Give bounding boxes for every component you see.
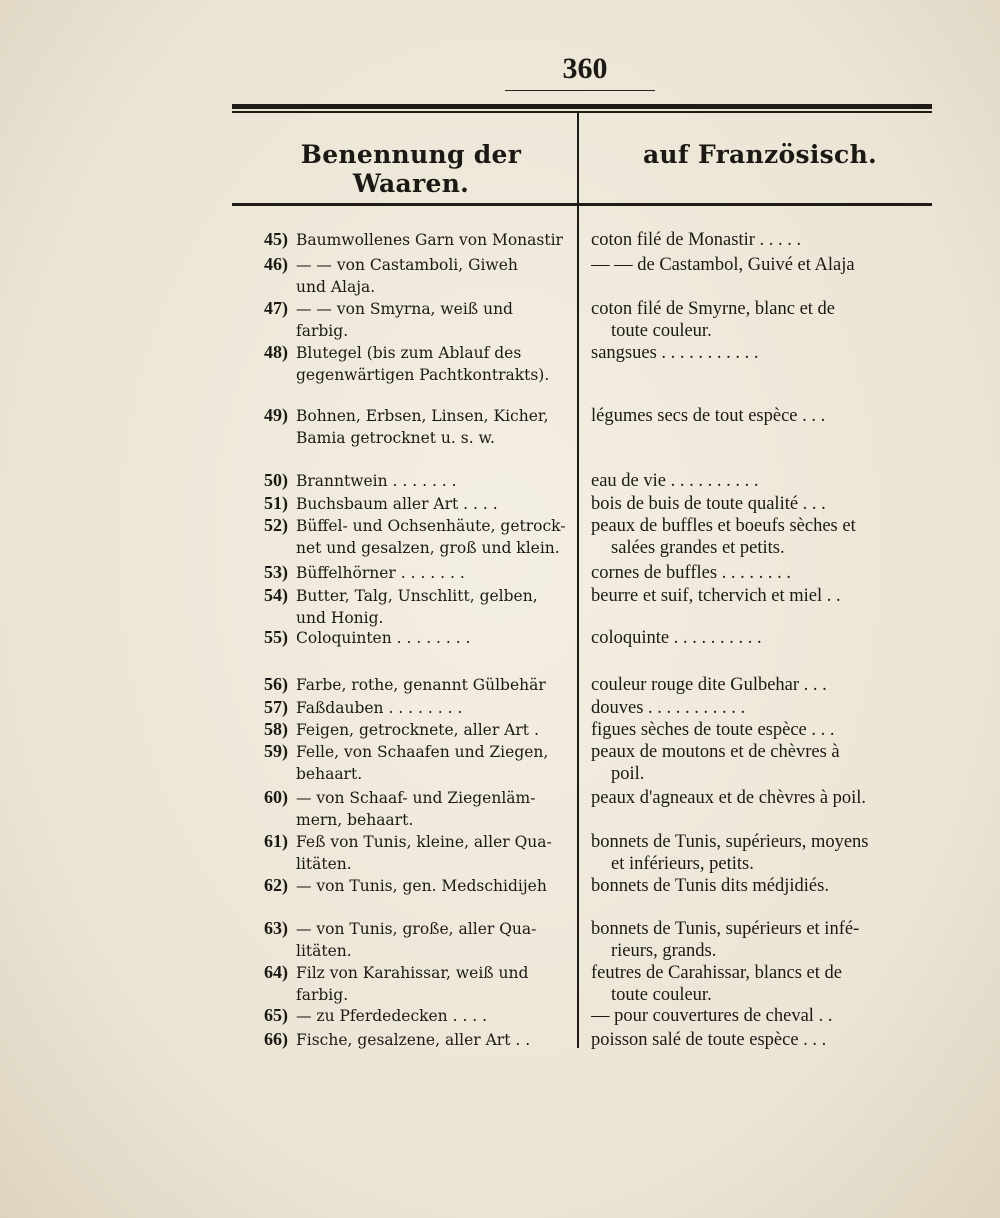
german-name [296, 470, 609, 492]
german-name-line: — zu Pferdedecken . . . . [296, 1007, 488, 1025]
french-name [591, 515, 936, 559]
entry-number: 61) [264, 831, 288, 851]
german-name-line: Feß von Tunis, kleine, aller Qua- [296, 833, 552, 851]
french-name-line: sangsues . . . . . . . . . . . [591, 343, 759, 363]
header-rule [232, 203, 932, 206]
german-name [296, 342, 609, 386]
german-name-line: Coloquinten . . . . . . . . [296, 629, 471, 647]
table-row [232, 831, 932, 874]
german-name-line: und Honig. [296, 609, 384, 627]
entry-number: 57) [264, 697, 288, 717]
french-name-line: figues sèches de toute espèce . . . [591, 720, 835, 740]
german-name [296, 515, 609, 559]
entry-number: 46) [264, 254, 288, 274]
german-name [296, 229, 609, 251]
german-name-line: Feigen, getrocknete, aller Art . [296, 721, 539, 739]
entry-number: 47) [264, 298, 288, 318]
entry-number: 62) [264, 875, 288, 895]
french-name [591, 585, 936, 607]
entry-number: 63) [264, 918, 288, 938]
german-name [296, 627, 609, 649]
french-name [591, 962, 936, 1006]
french-name [591, 1005, 936, 1027]
german-name-line: — von Schaaf- und Ziegenläm- [296, 789, 536, 807]
french-name [591, 697, 936, 719]
top-rule-thick [232, 104, 932, 109]
entry-number: 45) [264, 229, 288, 249]
german-name-line: Farbe, rothe, genannt Gülbehär [296, 676, 546, 694]
french-name-line: peaux de moutons et de chèvres à [591, 742, 840, 762]
french-name [591, 719, 936, 741]
german-name-line: und Alaja. [296, 278, 376, 296]
french-name-line: couleur rouge dite Gulbehar . . . [591, 675, 827, 695]
entry-number: 48) [264, 342, 288, 362]
german-name [296, 493, 609, 515]
column-header-german: Benennung der Waaren. [300, 140, 522, 198]
french-name-line: salées grandes et petits. [611, 538, 785, 558]
french-name-line: et inférieurs, petits. [611, 854, 754, 874]
french-name-line: eau de vie . . . . . . . . . . [591, 471, 759, 491]
french-name-line: douves . . . . . . . . . . . [591, 698, 746, 718]
german-name [296, 405, 609, 449]
french-name [591, 918, 936, 962]
french-name-line: bonnets de Tunis, supérieurs et infé- [591, 919, 860, 939]
table-row [232, 627, 932, 647]
column-header-french: auf Französisch. [642, 140, 878, 169]
german-name-line: Branntwein . . . . . . . [296, 472, 457, 490]
german-name [296, 719, 609, 741]
table-row [232, 918, 932, 961]
entry-number: 64) [264, 962, 288, 982]
table-row [232, 562, 932, 582]
german-name [296, 875, 609, 897]
entry-number: 59) [264, 741, 288, 761]
german-name-line: Faßdauben . . . . . . . . [296, 699, 463, 717]
german-name-line: farbig. [296, 986, 349, 1004]
french-name-line: poil. [611, 764, 645, 784]
table-row [232, 254, 932, 296]
french-name [591, 741, 936, 785]
table-row [232, 298, 932, 341]
german-name [296, 697, 609, 719]
page-number-rule [505, 90, 655, 91]
german-name-line: Butter, Talg, Unschlitt, gelben, [296, 587, 538, 605]
german-name [296, 787, 609, 831]
table-row [232, 515, 932, 558]
french-name-line: beurre et suif, tchervich et miel . . [591, 586, 841, 606]
entry-number: 65) [264, 1005, 288, 1025]
french-name-line: coton filé de Smyrne, blanc et de [591, 299, 836, 319]
french-name-line: peaux d'agneaux et de chèvres à poil. [591, 788, 867, 808]
french-name [591, 831, 936, 875]
entry-number: 54) [264, 585, 288, 605]
table-row [232, 470, 932, 490]
french-name-line: cornes de buffles . . . . . . . . [591, 563, 792, 583]
french-name [591, 229, 936, 251]
german-name [296, 962, 609, 1006]
german-name-line: litäten. [296, 942, 352, 960]
table-row [232, 875, 932, 895]
french-name-line: coloquinte . . . . . . . . . . [591, 628, 762, 648]
german-name-line: — von Tunis, gen. Medschidijeh [296, 877, 547, 895]
german-name [296, 254, 609, 298]
german-name [296, 1005, 609, 1027]
french-name-line: bonnets de Tunis, supérieurs, moyens [591, 832, 869, 852]
entry-number: 55) [264, 627, 288, 647]
table-row [232, 787, 932, 829]
french-name [591, 405, 936, 427]
french-name-line: peaux de buffles et boeufs sèches et [591, 516, 856, 536]
french-name [591, 470, 936, 492]
german-name [296, 674, 609, 696]
page-number: 360 [562, 52, 608, 85]
german-name [296, 1029, 609, 1051]
german-name [296, 298, 609, 342]
french-name [591, 562, 936, 584]
german-name-line: Felle, von Schaafen und Ziegen, [296, 743, 549, 761]
german-name-line: Fische, gesalzene, aller Art . . [296, 1031, 531, 1049]
entry-number: 49) [264, 405, 288, 425]
french-name [591, 674, 936, 696]
table-row [232, 741, 932, 784]
french-name [591, 298, 936, 342]
german-name-line: Bohnen, Erbsen, Linsen, Kicher, [296, 407, 549, 425]
french-name-line: — — de Castambol, Guivé et Alaja [591, 255, 855, 275]
german-name-line: Büffelhörner . . . . . . . [296, 564, 465, 582]
german-name-line: litäten. [296, 855, 352, 873]
table-row [232, 719, 932, 739]
french-name-line: bois de buis de toute qualité . . . [591, 494, 826, 514]
german-name [296, 585, 609, 629]
german-name [296, 562, 609, 584]
entry-number: 60) [264, 787, 288, 807]
french-name-line: — pour couvertures de cheval . . [591, 1006, 833, 1026]
entry-number: 56) [264, 674, 288, 694]
french-name [591, 627, 936, 649]
german-name [296, 741, 609, 785]
german-name-line: farbig. [296, 322, 349, 340]
french-name [591, 493, 936, 515]
german-name-line: net und gesalzen, groß und klein. [296, 539, 560, 557]
table-row [232, 697, 932, 717]
french-name [591, 254, 936, 276]
table-row [232, 1029, 932, 1049]
german-name-line: Baumwollenes Garn von Monastir [296, 231, 563, 249]
french-name [591, 1029, 936, 1051]
entry-number: 53) [264, 562, 288, 582]
french-name-line: toute couleur. [611, 321, 712, 341]
table-row [232, 342, 932, 384]
german-name-line: mern, behaart. [296, 811, 414, 829]
table-row [232, 674, 932, 694]
german-name-line: Buchsbaum aller Art . . . . [296, 495, 498, 513]
german-name-line: — von Tunis, große, aller Qua- [296, 920, 537, 938]
german-name-line: Blutegel (bis zum Ablauf des [296, 344, 522, 362]
french-name [591, 342, 936, 364]
french-name-line: bonnets de Tunis dits médjidiés. [591, 876, 829, 896]
french-name-line: coton filé de Monastir . . . . . [591, 230, 802, 250]
german-name-line: Bamia getrocknet u. s. w. [296, 429, 495, 447]
table-row [232, 229, 932, 249]
german-name-line: Filz von Karahissar, weiß und [296, 964, 529, 982]
french-name [591, 787, 936, 809]
entry-number: 51) [264, 493, 288, 513]
german-name [296, 831, 609, 875]
top-rule-thin [232, 111, 932, 113]
entry-number: 66) [264, 1029, 288, 1049]
table-row [232, 962, 932, 1005]
french-name-line: rieurs, grands. [611, 941, 717, 961]
table-row [232, 405, 932, 447]
entry-number: 58) [264, 719, 288, 739]
german-name [296, 918, 609, 962]
french-name-line: toute couleur. [611, 985, 712, 1005]
german-name-line: gegenwärtigen Pachtkontrakts). [296, 366, 550, 384]
table-row [232, 585, 932, 627]
german-name-line: Büffel- und Ochsenhäute, getrock- [296, 517, 566, 535]
french-name-line: légumes secs de tout espèce . . . [591, 406, 826, 426]
table-row [232, 493, 932, 513]
french-name-line: feutres de Carahissar, blancs et de [591, 963, 842, 983]
entry-number: 50) [264, 470, 288, 490]
french-name-line: poisson salé de toute espèce . . . [591, 1030, 827, 1050]
german-name-line: — — von Smyrna, weiß und [296, 300, 513, 318]
french-name [591, 875, 936, 897]
table-row [232, 1005, 932, 1025]
entry-number: 52) [264, 515, 288, 535]
german-name-line: behaart. [296, 765, 363, 783]
german-name-line: — — von Castamboli, Giweh [296, 256, 518, 274]
